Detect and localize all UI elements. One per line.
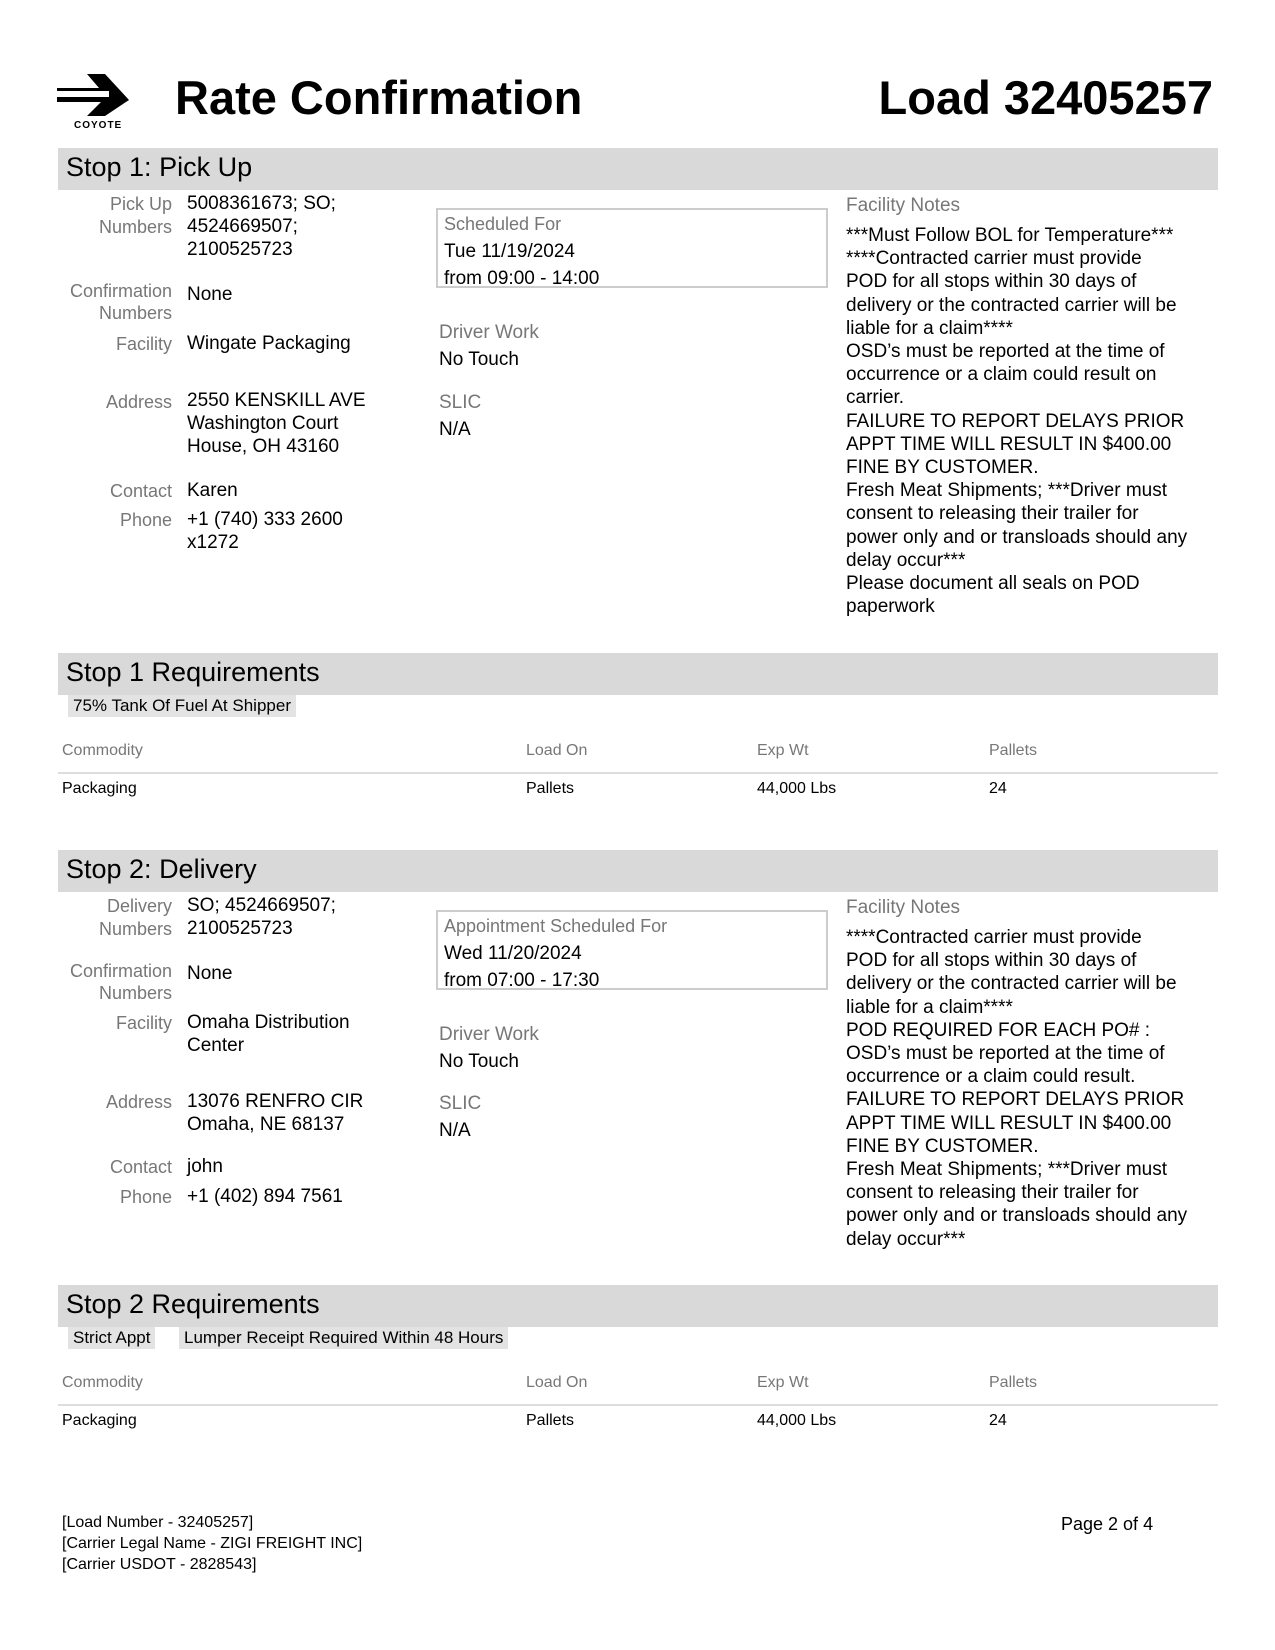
facility-notes-label: Facility Notes bbox=[846, 897, 961, 918]
stop1-header bbox=[58, 148, 1218, 190]
appointment-date: Wed 11/20/2024 bbox=[444, 943, 582, 964]
facility-note-line: occurrence or a claim could result on bbox=[846, 364, 1157, 386]
stop1-title: Stop 1: Pick Up bbox=[66, 152, 253, 182]
facility-note-line: Fresh Meat Shipments; ***Driver must bbox=[846, 480, 1167, 502]
table-divider bbox=[58, 772, 1218, 774]
facility-note-line: delivery or the contracted carrier will be bbox=[846, 294, 1177, 316]
phone-label: Phone bbox=[119, 510, 172, 530]
facility-line-1: Omaha Distribution bbox=[187, 1012, 350, 1033]
facility-note-line: delay occur*** bbox=[846, 549, 966, 571]
facility-note-line: POD for all stops within 30 days of bbox=[846, 271, 1137, 293]
footer-info bbox=[62, 1512, 362, 1575]
footer-load-number: [Load Number - 32405257] bbox=[62, 1514, 254, 1531]
scheduled-label: Scheduled For bbox=[444, 214, 562, 234]
document-title: Rate Confirmation bbox=[175, 71, 583, 124]
slic-value: N/A bbox=[439, 419, 471, 440]
facility-note-line: paperwork bbox=[846, 596, 935, 618]
facility-note-line: APPT TIME WILL RESULT IN $400.00 bbox=[846, 433, 1172, 455]
facility-note-line: power only and or transloads should any bbox=[846, 1205, 1188, 1227]
driver-work-label: Driver Work bbox=[439, 1024, 539, 1045]
facility-notes bbox=[846, 224, 1226, 618]
pickup-numbers-label-2: Numbers bbox=[98, 217, 172, 237]
slic-value: N/A bbox=[439, 1120, 471, 1141]
facility-note-line: carrier. bbox=[846, 387, 905, 409]
requirement-chip: 75% Tank Of Fuel At Shipper bbox=[68, 695, 296, 717]
contact-value: john bbox=[187, 1156, 223, 1177]
requirement-chip: Lumper Receipt Required Within 48 Hours bbox=[179, 1327, 508, 1349]
facility-note-line: FAILURE TO REPORT DELAYS PRIOR bbox=[846, 410, 1185, 432]
facility-note-line: delivery or the contracted carrier will be bbox=[846, 973, 1177, 995]
facility-note-line: FAILURE TO REPORT DELAYS PRIOR bbox=[846, 1089, 1185, 1111]
logo-text: COYOTE bbox=[74, 120, 123, 131]
coyote-logo-icon bbox=[57, 72, 137, 118]
facility-note-line: APPT TIME WILL RESULT IN $400.00 bbox=[846, 1112, 1172, 1134]
facility-note-line: delay occur*** bbox=[846, 1228, 966, 1250]
col-exp-wt: Exp Wt bbox=[757, 1374, 809, 1391]
facility-label: Facility bbox=[115, 1013, 172, 1033]
pickup-number-1: 5008361673; SO; bbox=[187, 193, 336, 214]
address-line-1: 2550 KENSKILL AVE bbox=[187, 390, 366, 411]
facility-note-line: ****Contracted carrier must provide bbox=[846, 927, 1142, 948]
slic-label: SLIC bbox=[439, 392, 482, 413]
pickup-numbers-label-1: Pick Up bbox=[109, 194, 172, 214]
stop1-requirements-title: Stop 1 Requirements bbox=[66, 657, 320, 687]
facility-value: Wingate Packaging bbox=[187, 333, 351, 354]
address-line-2: Washington Court bbox=[187, 413, 339, 434]
driver-work-value: No Touch bbox=[439, 1051, 519, 1072]
confirmation-label-1: Confirmation bbox=[69, 961, 172, 981]
col-load-on: Load On bbox=[526, 1374, 588, 1391]
facility-note-line: ***Must Follow BOL for Temperature*** bbox=[846, 225, 1174, 246]
col-load-on: Load On bbox=[526, 742, 588, 759]
delivery-number-2: 2100525723 bbox=[187, 918, 293, 939]
appointment-label: Appointment Scheduled For bbox=[444, 916, 668, 936]
facility-note-line: Please document all seals on POD bbox=[846, 573, 1140, 595]
stop2-requirements-header bbox=[58, 1285, 1218, 1327]
cell-load-on: Pallets bbox=[526, 780, 575, 797]
appointment-time: from 07:00 - 17:30 bbox=[444, 970, 600, 991]
contact-value: Karen bbox=[187, 480, 238, 501]
footer-carrier-name: [Carrier Legal Name - ZIGI FREIGHT INC] bbox=[62, 1535, 363, 1552]
col-pallets: Pallets bbox=[989, 1374, 1038, 1391]
confirmation-label-1: Confirmation bbox=[69, 281, 172, 301]
appointment-box bbox=[436, 910, 828, 990]
confirmation-value: None bbox=[187, 963, 233, 984]
contact-label: Contact bbox=[109, 481, 172, 501]
cell-commodity: Packaging bbox=[62, 780, 137, 797]
confirmation-label-2: Numbers bbox=[98, 983, 172, 1003]
stop2-title: Stop 2: Delivery bbox=[66, 854, 257, 884]
delivery-number-1: SO; 4524669507; bbox=[187, 895, 336, 916]
facility-note-line: POD for all stops within 30 days of bbox=[846, 950, 1137, 972]
phone-line-2: x1272 bbox=[187, 532, 239, 553]
facility-line-2: Center bbox=[187, 1035, 245, 1056]
cell-load-on: Pallets bbox=[526, 1412, 575, 1429]
col-commodity: Commodity bbox=[62, 742, 143, 759]
address-label: Address bbox=[105, 392, 172, 412]
col-commodity: Commodity bbox=[62, 1374, 143, 1391]
cell-pallets: 24 bbox=[989, 780, 1007, 797]
phone-value: +1 (402) 894 7561 bbox=[187, 1186, 343, 1207]
contact-label: Contact bbox=[109, 1157, 172, 1177]
col-pallets: Pallets bbox=[989, 742, 1038, 759]
address-line-3: House, OH 43160 bbox=[187, 436, 340, 457]
confirmation-value: None bbox=[187, 284, 233, 305]
page-number: Page 2 of 4 bbox=[1061, 1514, 1154, 1534]
facility-note-line: occurrence or a claim could result. bbox=[846, 1066, 1136, 1088]
scheduled-box bbox=[436, 208, 828, 288]
pickup-number-3: 2100525723 bbox=[187, 239, 293, 260]
facility-note-line: OSD’s must be reported at the time of bbox=[846, 1043, 1165, 1065]
cell-pallets: 24 bbox=[989, 1412, 1007, 1429]
scheduled-time: from 09:00 - 14:00 bbox=[444, 268, 600, 289]
facility-note-line: liable for a claim**** bbox=[846, 996, 1013, 1018]
load-title: Load 32405257 bbox=[878, 71, 1213, 124]
cell-commodity: Packaging bbox=[62, 1412, 137, 1429]
pickup-number-2: 4524669507; bbox=[187, 216, 298, 237]
delivery-numbers-label-2: Numbers bbox=[98, 919, 172, 939]
facility-note-line: FINE BY CUSTOMER. bbox=[846, 1135, 1039, 1157]
table-divider bbox=[58, 1404, 1218, 1406]
slic-label: SLIC bbox=[439, 1093, 482, 1114]
stop2-requirements-title: Stop 2 Requirements bbox=[66, 1289, 320, 1319]
stop1-requirements-header bbox=[58, 653, 1218, 695]
phone-line-1: +1 (740) 333 2600 bbox=[187, 509, 343, 530]
cell-exp-wt: 44,000 Lbs bbox=[757, 780, 837, 797]
col-exp-wt: Exp Wt bbox=[757, 742, 809, 759]
facility-note-line: POD REQUIRED FOR EACH PO# : bbox=[846, 1019, 1151, 1041]
coyote-logo bbox=[57, 72, 137, 134]
facility-note-line: power only and or transloads should any bbox=[846, 526, 1188, 548]
facility-note-line: liable for a claim**** bbox=[846, 317, 1013, 339]
facility-notes bbox=[846, 926, 1226, 1251]
address-line-2: Omaha, NE 68137 bbox=[187, 1114, 345, 1135]
confirmation-label-2: Numbers bbox=[98, 303, 172, 323]
footer-carrier-usdot: [Carrier USDOT - 2828543] bbox=[62, 1556, 257, 1573]
facility-notes-label: Facility Notes bbox=[846, 195, 961, 216]
address-label: Address bbox=[105, 1092, 172, 1112]
cell-exp-wt: 44,000 Lbs bbox=[757, 1412, 837, 1429]
requirement-chip: Strict Appt bbox=[68, 1327, 155, 1349]
facility-note-line: Fresh Meat Shipments; ***Driver must bbox=[846, 1159, 1167, 1181]
scheduled-date: Tue 11/19/2024 bbox=[444, 241, 575, 262]
address-line-1: 13076 RENFRO CIR bbox=[187, 1091, 364, 1112]
delivery-numbers-label-1: Delivery bbox=[106, 896, 172, 916]
driver-work-value: No Touch bbox=[439, 349, 519, 370]
facility-note-line: OSD’s must be reported at the time of bbox=[846, 341, 1165, 363]
facility-label: Facility bbox=[115, 334, 172, 354]
facility-note-line: consent to releasing their trailer for bbox=[846, 1182, 1139, 1204]
driver-work-label: Driver Work bbox=[439, 322, 539, 343]
facility-note-line: consent to releasing their trailer for bbox=[846, 503, 1139, 525]
facility-note-line: ****Contracted carrier must provide bbox=[846, 248, 1142, 270]
facility-note-line: FINE BY CUSTOMER. bbox=[846, 457, 1039, 479]
phone-label: Phone bbox=[119, 1187, 172, 1207]
stop2-header bbox=[58, 850, 1218, 892]
